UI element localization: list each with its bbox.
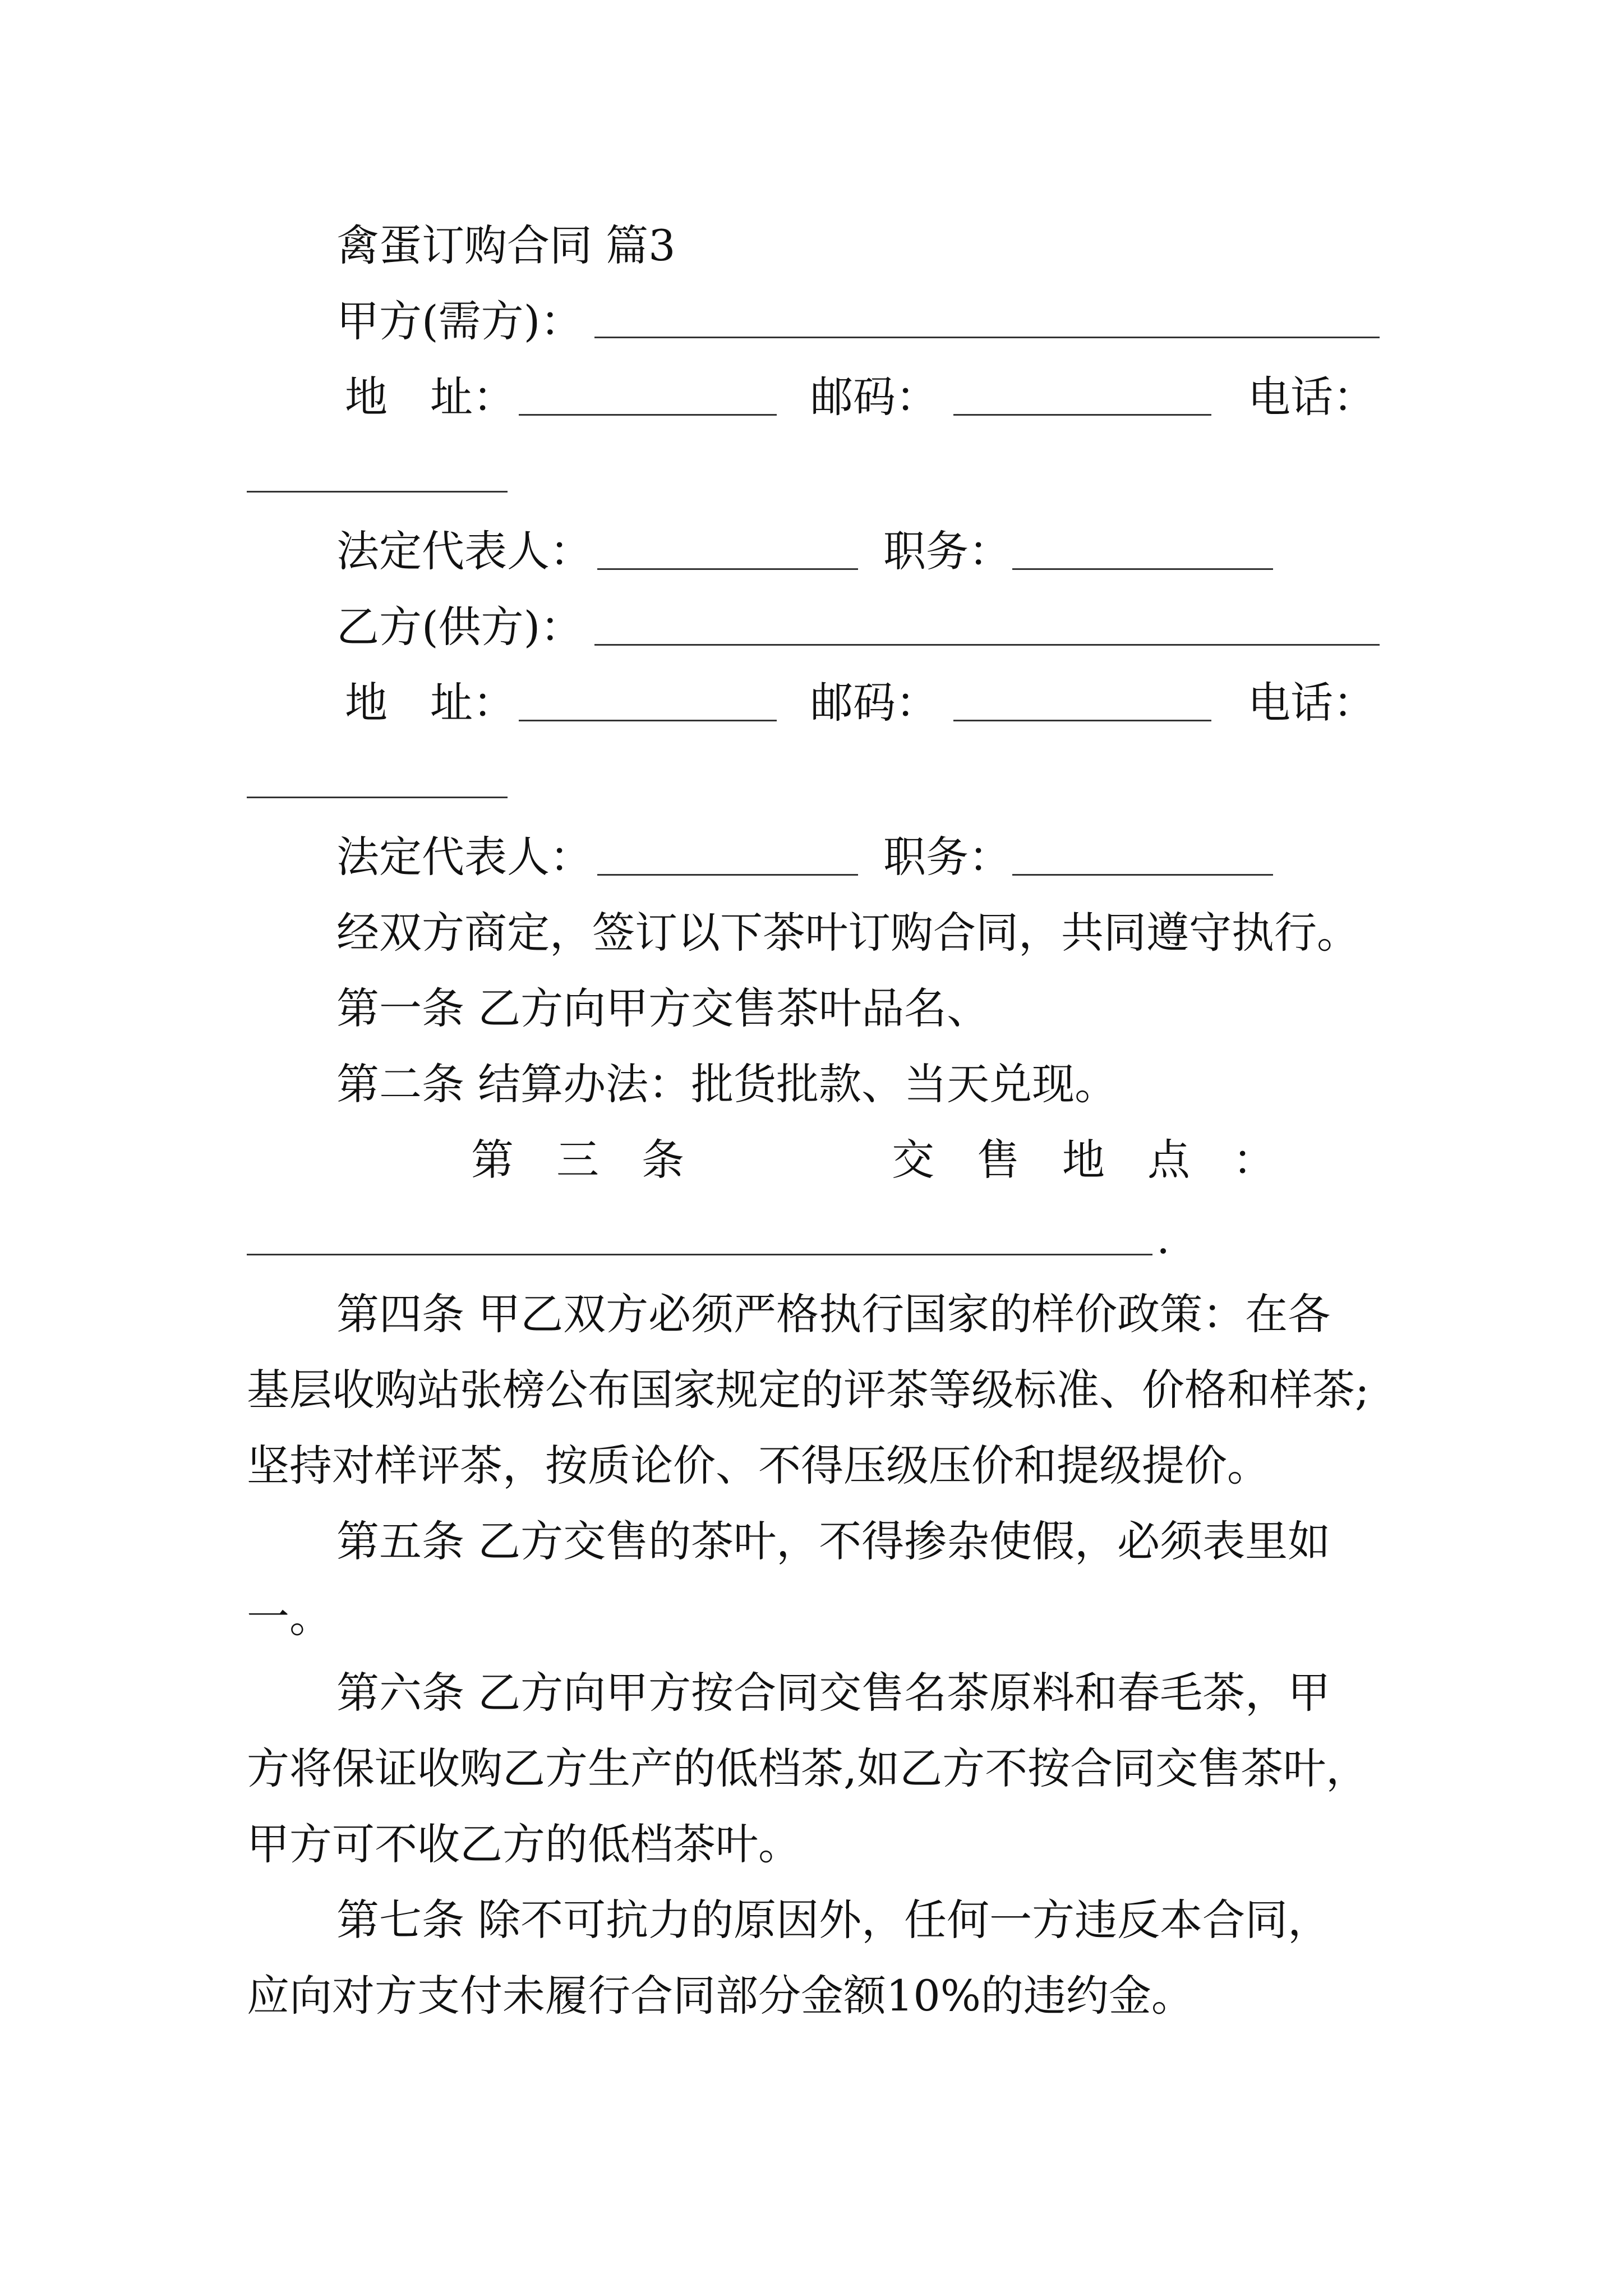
article-1: 第一条 乙方向甲方交售茶叶品名、 xyxy=(336,983,990,1033)
party-b-postcode-blank[interactable] xyxy=(953,720,1211,721)
party-a-label: 甲方(需方)： xyxy=(336,296,583,346)
article-7-line-2: 应向对方支付未履行合同部分金额10%的违约金。 xyxy=(247,1971,1194,2021)
party-a-position-label: 职务： xyxy=(883,526,1011,576)
article-6-line-3: 甲方可不收乙方的低档茶叶。 xyxy=(247,1819,801,1869)
article-6-line-1: 第六条 乙方向甲方按合同交售名茶原料和春毛茶，甲 xyxy=(336,1668,1331,1718)
party-a-phone-blank[interactable] xyxy=(247,491,508,493)
article-3-number: 第 三 条 xyxy=(471,1135,684,1185)
party-a-rep-blank[interactable] xyxy=(597,568,858,570)
party-a-postcode-blank[interactable] xyxy=(953,414,1211,416)
article-7-line-1: 第七条 除不可抗力的原因外，任何一方违反本合同， xyxy=(336,1895,1331,1945)
party-b-position-blank[interactable] xyxy=(1012,874,1273,876)
article-4-line-1: 第四条 甲乙双方必须严格执行国家的样价政策：在各 xyxy=(336,1289,1331,1339)
intro-text: 经双方商定，签订以下茶叶订购合同，共同遵守执行。 xyxy=(336,908,1359,958)
article-4-line-3: 坚持对样评茶，按质论价、不得压级压价和提级提价。 xyxy=(247,1441,1270,1490)
party-b-label: 乙方(供方)： xyxy=(336,602,583,652)
party-b-address-blank[interactable] xyxy=(519,720,777,721)
party-a-phone-label: 电话： xyxy=(1248,372,1376,422)
article-3-heading: 交 售 地 点 ： xyxy=(892,1135,1275,1185)
party-b-phone-label: 电话： xyxy=(1248,678,1376,728)
party-b-phone-blank[interactable] xyxy=(247,797,508,798)
party-a-rep-label: 法定代表人： xyxy=(336,526,592,576)
party-a-postcode-label: 邮码： xyxy=(810,372,938,422)
article-4-line-2: 基层收购站张榜公布国家规定的评茶等级标准、价格和样茶; xyxy=(247,1365,1370,1415)
article-6-line-2: 方将保证收购乙方生产的低档茶,如乙方不按合同交售茶叶， xyxy=(247,1743,1369,1793)
party-b-name-blank[interactable] xyxy=(594,644,1380,646)
party-a-address-blank[interactable] xyxy=(519,414,777,416)
article-3-end-dot: . xyxy=(1156,1213,1170,1263)
article-5-line-1: 第五条 乙方交售的茶叶，不得掺杂使假，必须表里如 xyxy=(336,1516,1331,1566)
article-2: 第二条 结算办法：批货批款、当天兑现。 xyxy=(336,1059,1118,1109)
article-3-location-blank[interactable] xyxy=(247,1254,1152,1255)
article-5-line-2: 一。 xyxy=(247,1592,332,1642)
party-b-postcode-label: 邮码： xyxy=(810,678,938,728)
party-b-address-label: 地 址： xyxy=(345,678,515,728)
party-b-position-label: 职务： xyxy=(883,832,1011,882)
party-a-address-label: 地 址： xyxy=(345,372,515,422)
party-b-rep-label: 法定代表人： xyxy=(336,832,592,882)
page-title: 禽蛋订购合同 篇3 xyxy=(336,220,676,270)
party-a-name-blank[interactable] xyxy=(594,337,1380,338)
party-b-rep-blank[interactable] xyxy=(597,874,858,876)
party-a-position-blank[interactable] xyxy=(1012,568,1273,570)
